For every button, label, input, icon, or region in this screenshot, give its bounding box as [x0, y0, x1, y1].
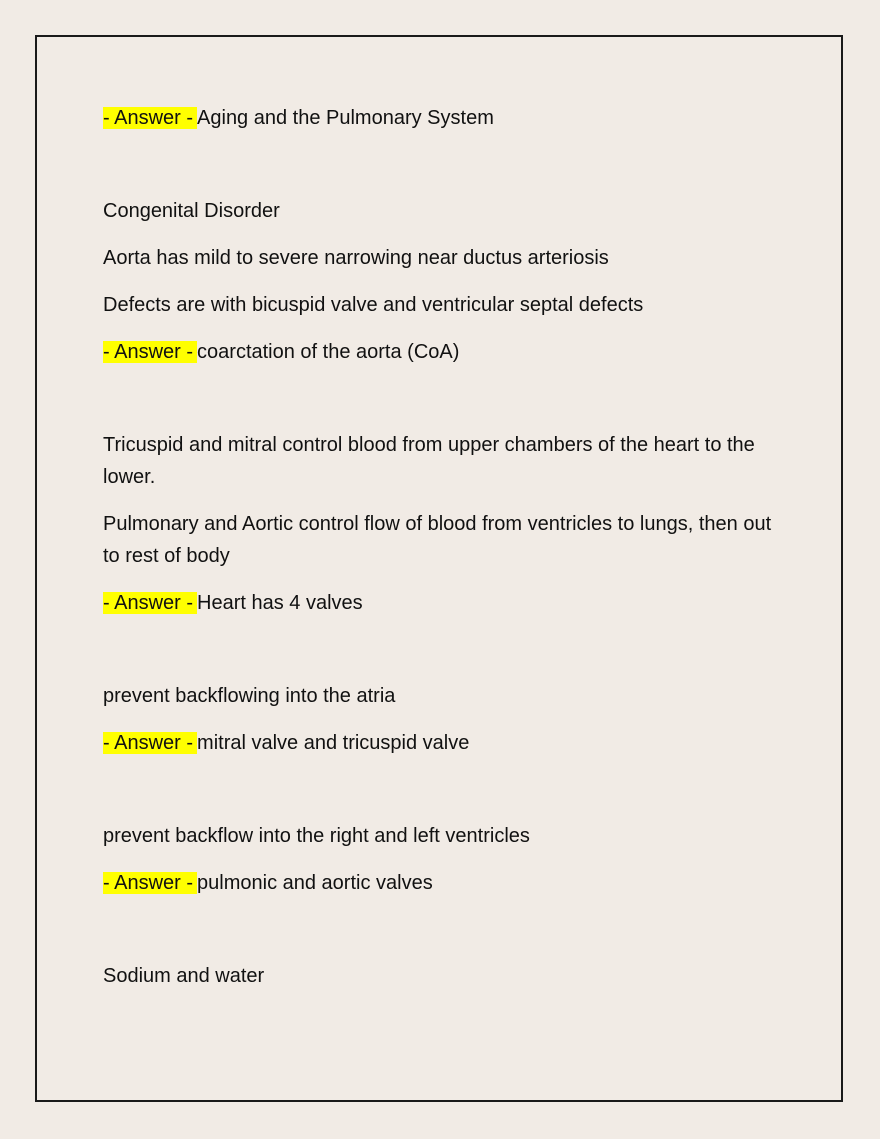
question-line: prevent backflowing into the atria [103, 685, 396, 707]
answer-line [103, 336, 783, 368]
answer-highlight: - Answer - [103, 341, 197, 363]
answer-highlight: - Answer - [103, 732, 197, 754]
answer-text: mitral valve and tricuspid valve [197, 732, 470, 754]
answer-line [103, 867, 783, 899]
answer-text: coarctation of the aorta (CoA) [197, 341, 460, 363]
answer-line [103, 102, 783, 134]
answer-text: Heart has 4 valves [197, 592, 363, 614]
question-line: Sodium and water [103, 965, 265, 987]
answer-highlight: - Answer - [103, 107, 197, 129]
question-line: prevent backflow into the right and left ventricles [103, 825, 530, 847]
answer-line [103, 587, 783, 619]
answer-highlight: - Answer - [103, 872, 197, 894]
question-line: Aorta has mild to severe narrowing near ductus arteriosis [103, 247, 609, 269]
question-line: Congenital Disorder [103, 200, 280, 222]
answer-line [103, 727, 783, 759]
answer-highlight: - Answer - [103, 592, 197, 614]
question-line: Defects are with bicuspid valve and ventricular septal defects [103, 294, 644, 316]
question-line: Tricuspid and mitral control blood from upper chambers of the heart to the lower. [103, 434, 755, 488]
answer-text: pulmonic and aortic valves [197, 872, 433, 894]
answer-text: Aging and the Pulmonary System [197, 107, 494, 129]
question-line: Pulmonary and Aortic control flow of blood from ventricles to lungs, then out to rest of body [103, 513, 772, 567]
